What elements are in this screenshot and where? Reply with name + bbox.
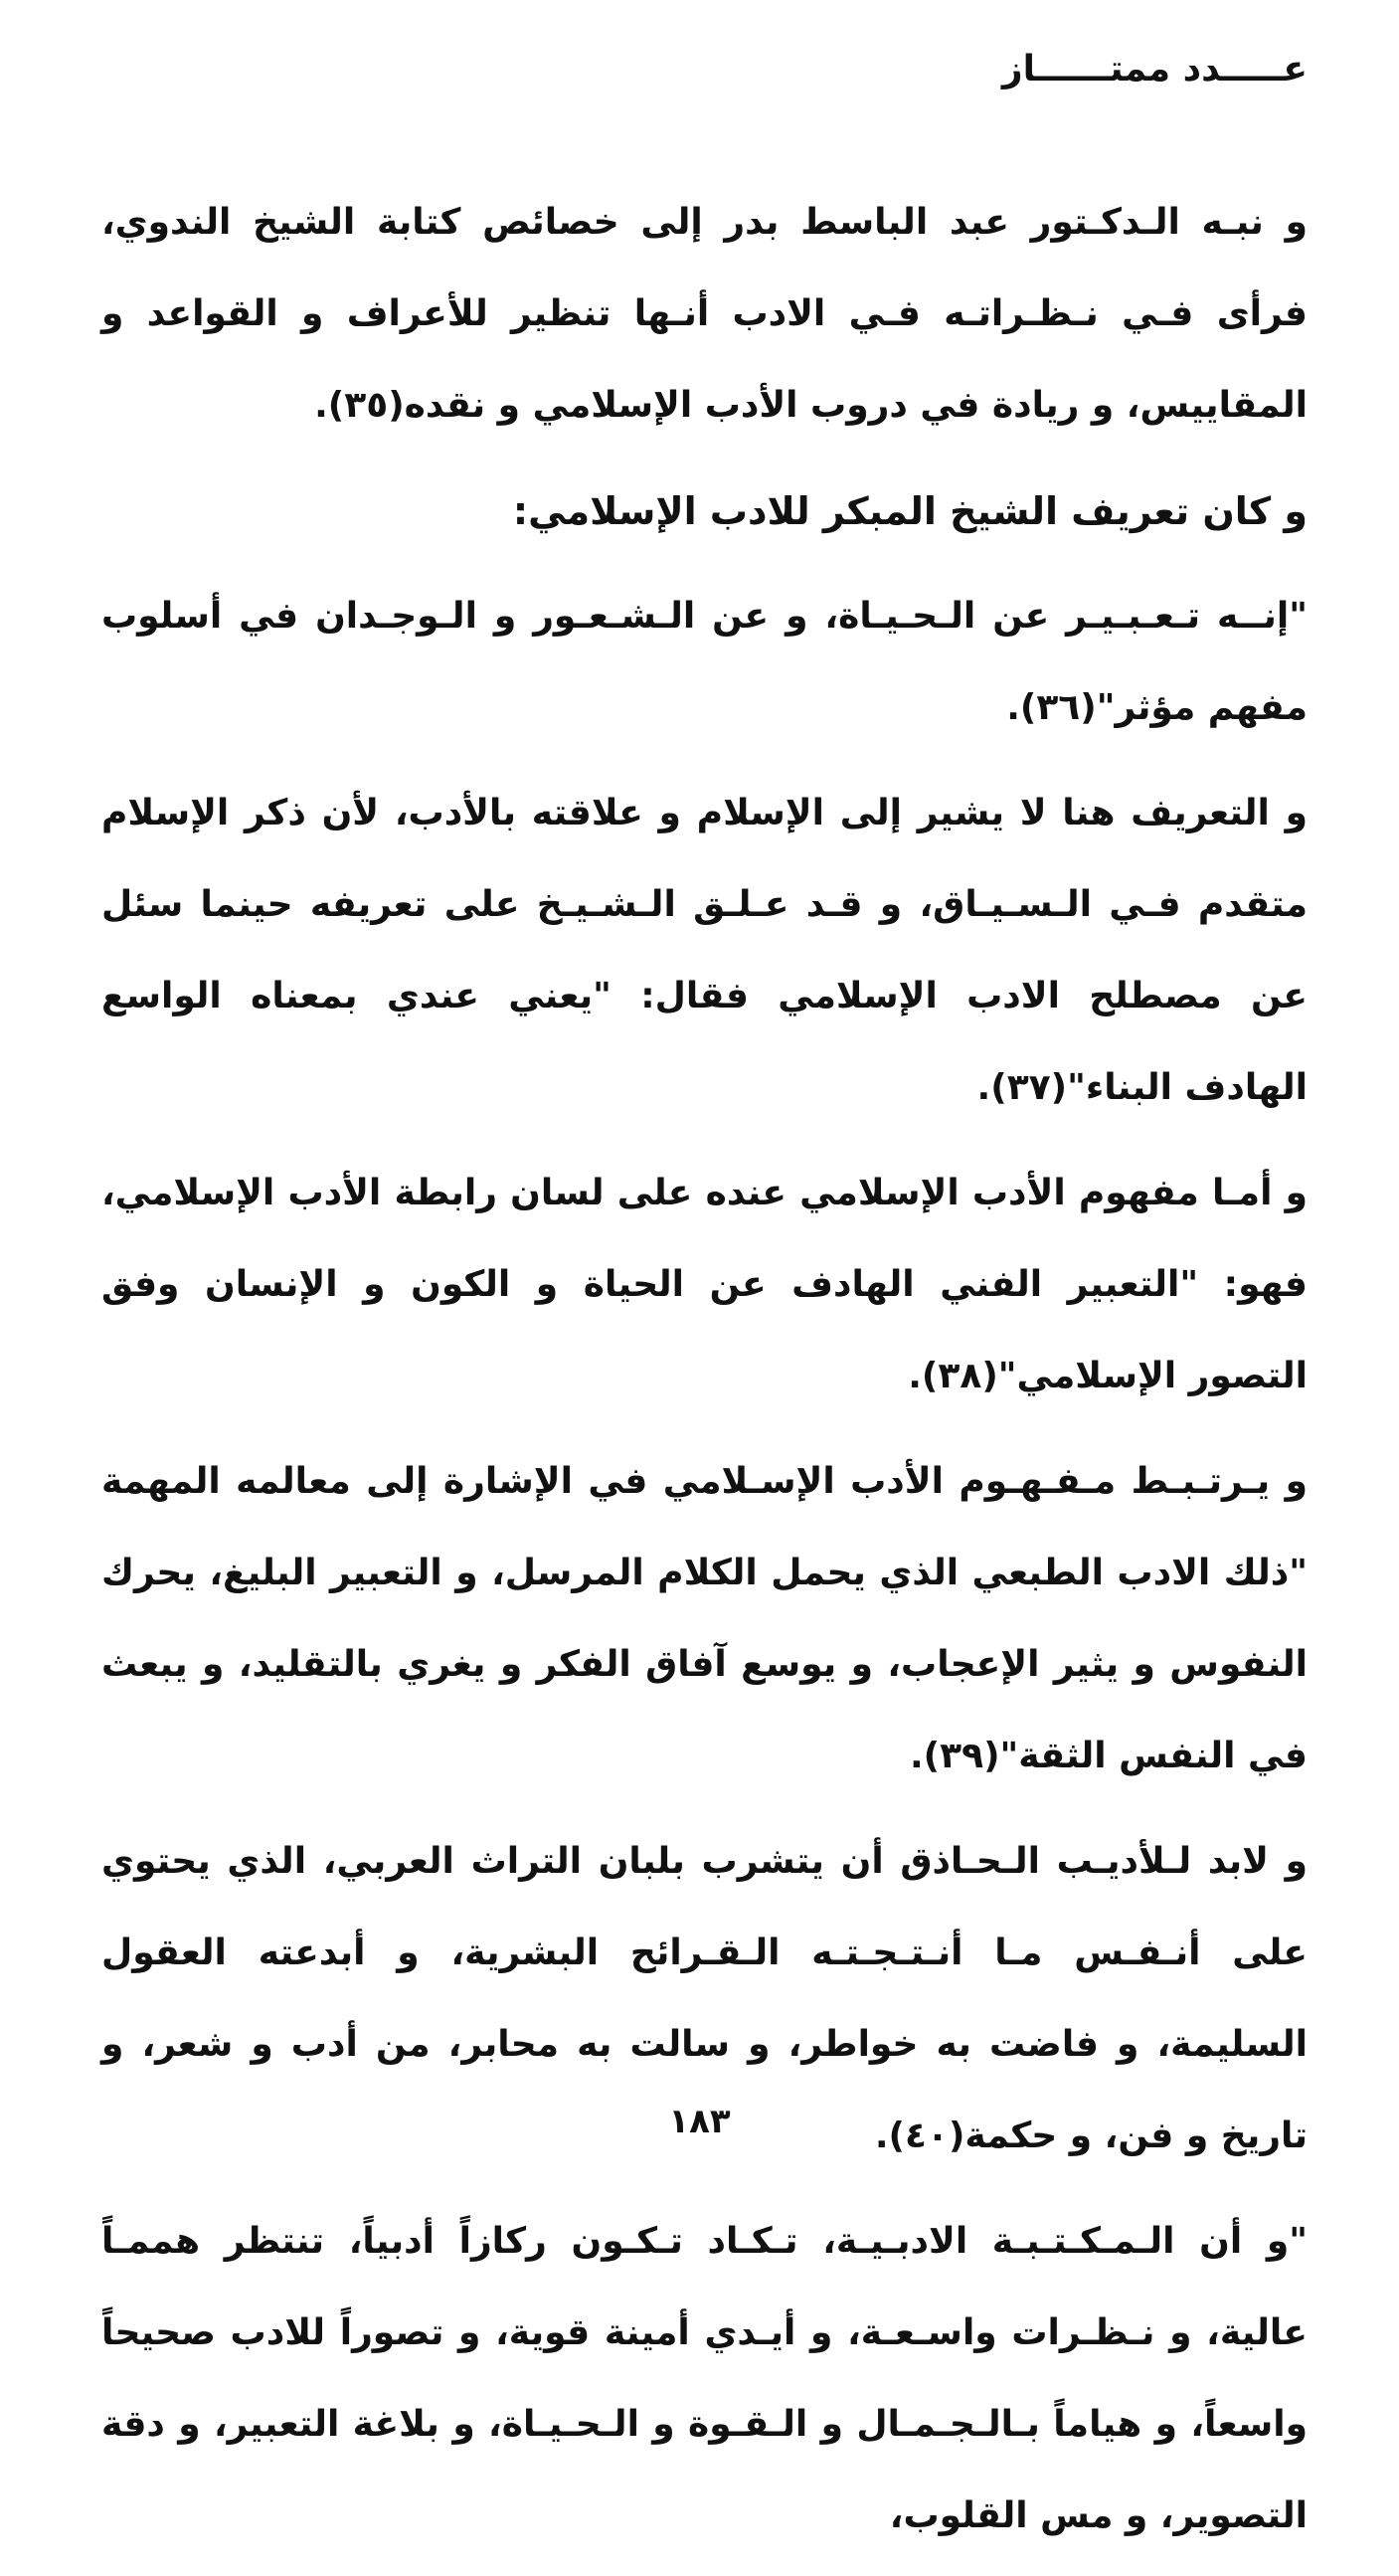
quote-paragraph: "و أن الـمـكـتـبـة الادبـيـة، تـكـاد تـكـون ركازاً أدبياً، تنتظر هممـاً عالية، و نـظـرات واسـعـة، و أيـدي أمينة قوية، و تصوراً للادب صحيحاً واسعاً، و هياماً بـالـجـمـال و الـقـوة و الـحـيـاة، و بلاغة التعبير، و دقة التصوير، و مس القلوب،: [101, 2221, 1308, 2536]
page-number: ١٨٣: [668, 2102, 731, 2141]
paragraph: و لابد لـلأديـب الـحـاذق أن يتشرب بلبان التراث العربي، الذي يحتوي على أنـفـس مـا أنـتـجـتـه الـقـرائح البشرية، و أبدعته العقول السليمة، و فاضت به خواطر، و سالت به محابر، من أدب و شعر، و تاريخ و فن، و حكمة(٤٠).: [101, 1841, 1308, 2156]
running-header: عـــــدد ممتــــــاز: [1001, 49, 1308, 90]
section-heading: و كان تعريف الشيخ المبكر للادب الإسلامي:: [512, 489, 1308, 533]
paragraph: و التعريف هنا لا يشير إلى الإسلام و علاقته بالأدب، لأن ذكر الإسلام متقدم فـي الـسـيـاق، و قـد عـلـق الـشـيـخ على تعريفه حينما سئل عن مصطلح الادب الإسلامي فقال: "يعني عندي بمعناه الواسع الهادف البناء"(٣٧).: [101, 793, 1308, 1108]
quote-paragraph: "إنــه تـعـبـيـر عن الـحـيـاة، و عن الـشـعـور و الـوجـدان في أسلوب مفهم مؤثر"(٣٦).: [101, 596, 1308, 728]
paragraph: و يـرتـبـط مـفـهـوم الأدب الإسـلامي في الإشارة إلى معالمه المهمة "ذلك الادب الطبعي الذي يحمل الكلام المرسل، و التعبير البليغ، يحرك النفوس و يثير الإعجاب، و يوسع آفاق الفكر و يغري بالتقليد، و يبعث في النفس الثقة"(٣٩).: [101, 1461, 1308, 1776]
paragraph: و أمـا مفهوم الأدب الإسلامي عنده على لسان رابطة الأدب الإسلامي، فهو: "التعبير الفني الهادف عن الحياة و الكون و الإنسان وفق التصور الإسلامي"(٣٨).: [101, 1173, 1308, 1396]
body-text: [101, 177, 1308, 2576]
paragraph: و نبـه الـدكـتور عبد الباسط بدر إلى خصائص كتابة الشيخ الندوي، فرأى فـي نـظـراتـه فـي الادب أنـها تنظير للأعراف و القواعد و المقاييس، و ريادة في دروب الأدب الإسلامي و نقده(٣٥).: [101, 202, 1308, 426]
